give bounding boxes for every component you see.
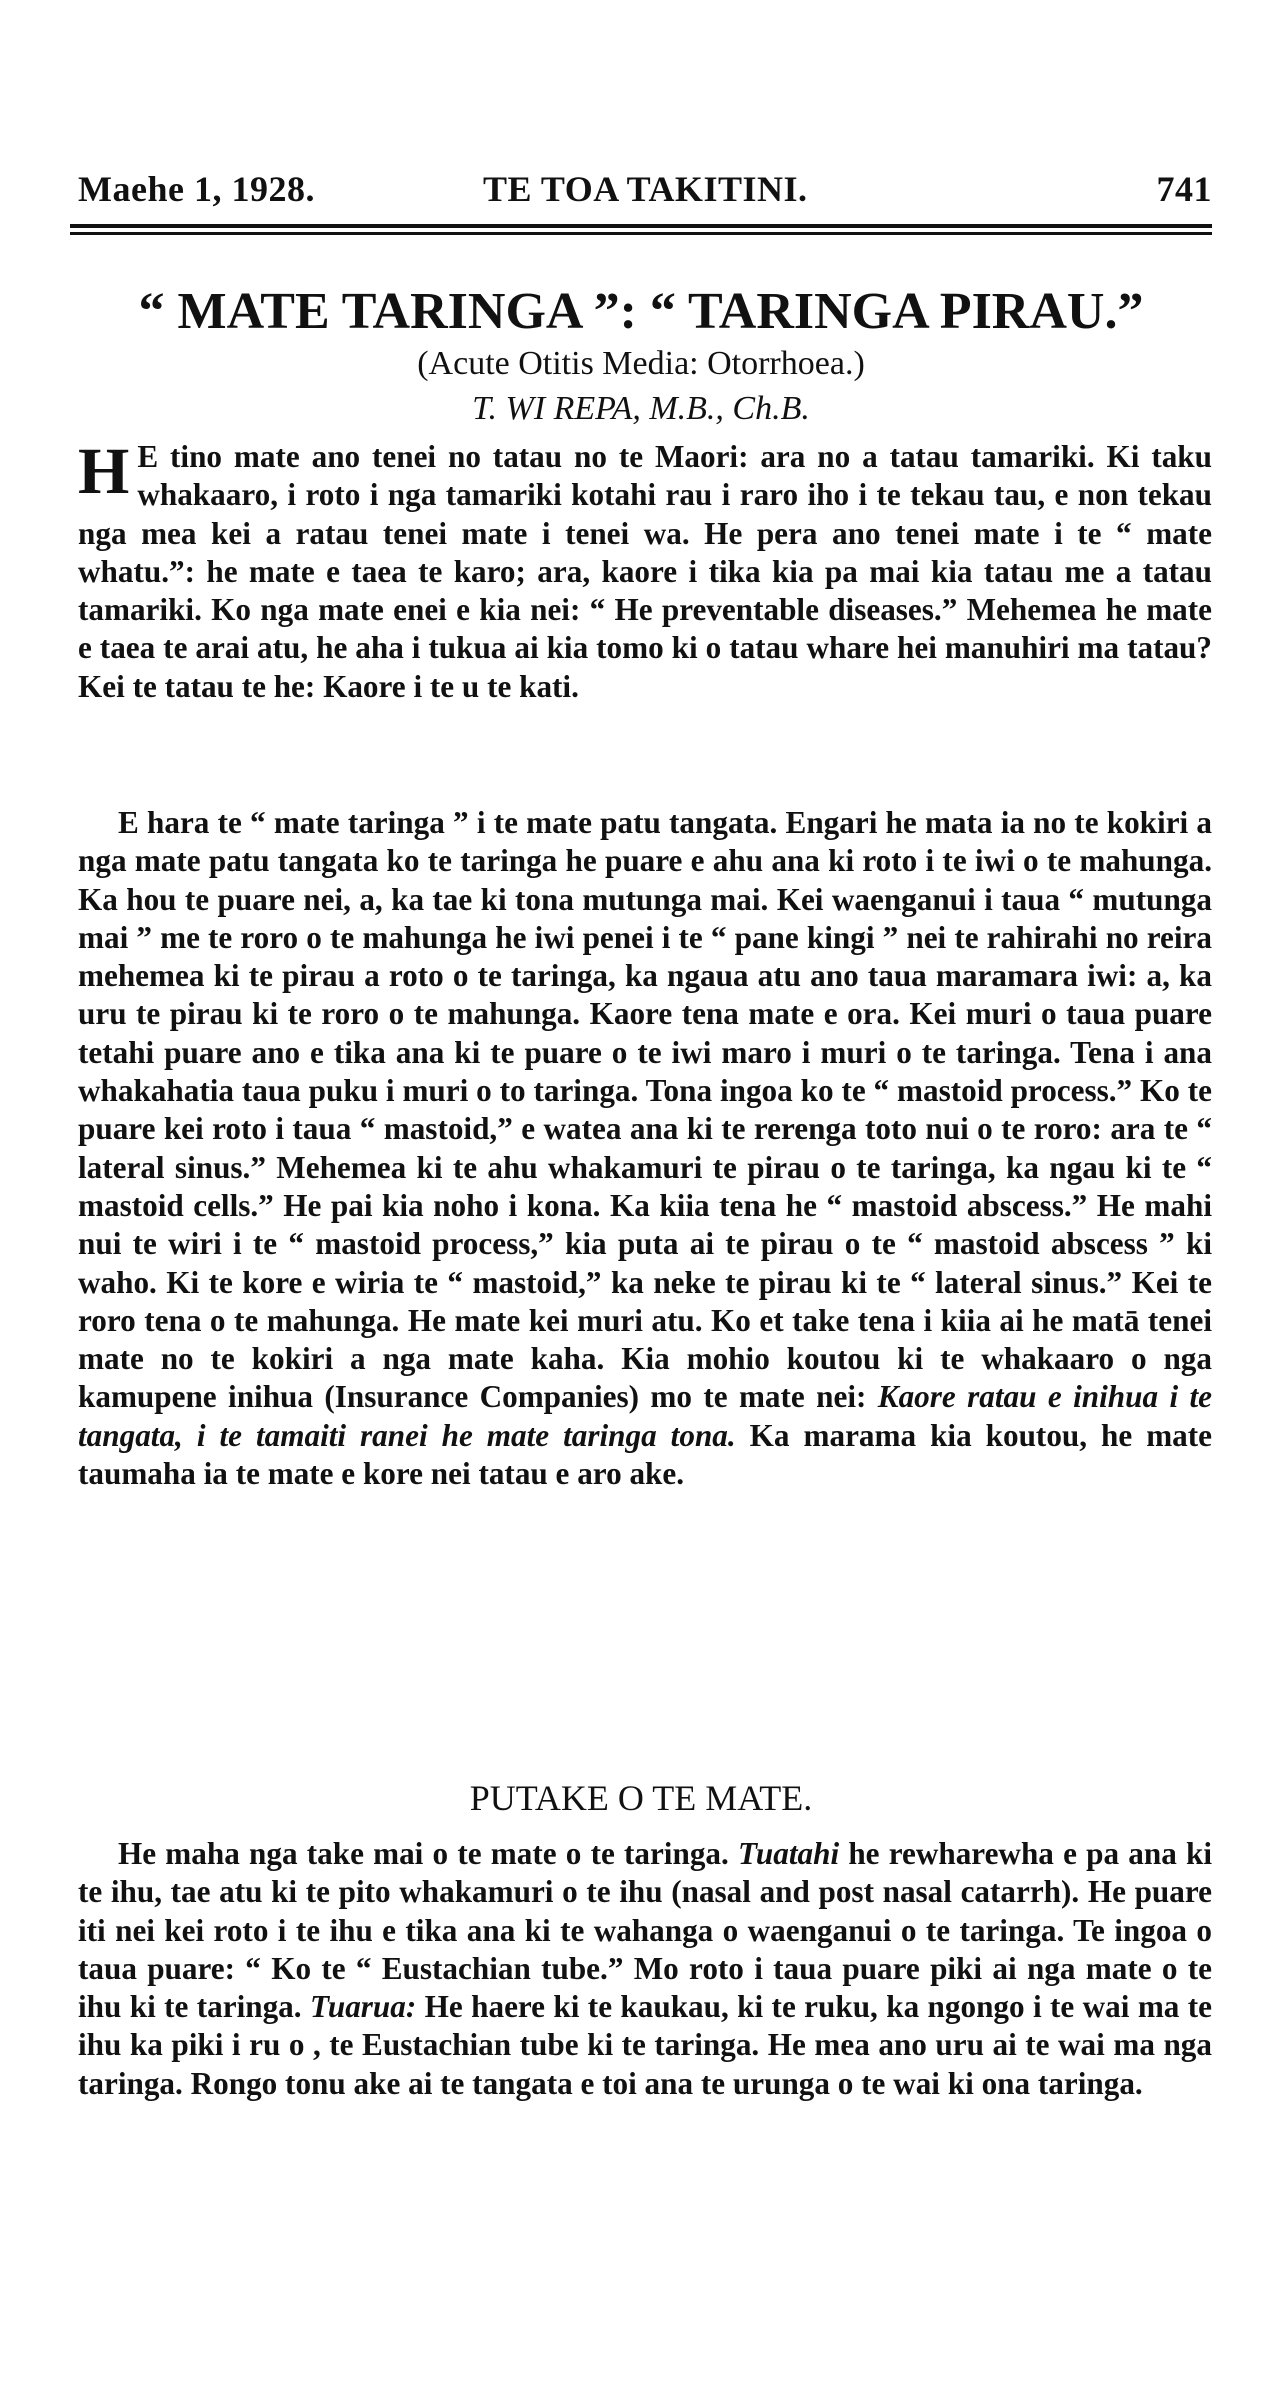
section-heading: PUTAKE O TE MATE. — [469, 1778, 813, 1818]
paragraph-3-italic-b: Tuarua: — [309, 1989, 417, 2025]
header-rule-bottom — [70, 232, 1212, 235]
paragraph-2-italic: Kaore ratau e inihua i te tangata, i te tamaiti ranei he mate taringa tona. — [78, 1379, 1212, 1453]
paragraph-2-closing: Ka marama kia koutou, he mate taumaha ia te mate e kore nei tatau e aro ake. — [78, 1417, 1213, 1492]
paragraph-1 — [78, 435, 1212, 706]
page-number: 741 — [1156, 169, 1212, 209]
paragraph-3-italic-a: Tuatahi — [738, 1836, 840, 1871]
paragraph-2-text: E hara te “ mate taringa ” i te mate patu tangata. Engari he mata ia no te kokiri a nga mate patu tangata ko te taringa he puare e ahu ana ki roto i te iwi o te mahunga. Ka hou te puare nei, a, ka tae ki tona mutunga mai. Kei waenganui i taua “ mutunga mai ” me te roro o te mahunga he iwi penei i te “ pane kingi ” nei te rahirahi no reira mehemea ki te pirau a roto o te taringa, ka ngaua atu ano taua maramara iwi: a, ka uru te pirau ki te roro o te mahunga. Kaore tena mate e ora. Kei muri o taua puare tetahi puare ano e tika ana ki te puare o te iwi maro i muri o te taringa. Tena i ana whakahatia taua puku i muri o to taringa. Tona ingoa ko te “ mastoid process.” Ko te puare kei roto i taua “ mastoid,” e watea ana ki te rerenga toto nui o te roro: ara te “ lateral sinus.” Mehemea ki te ahu whakamuri te pirau o te taringa, ka ngau ki te “ mastoid cells.” He pai kia noho i kona. Ka kiia tena he “ mastoid abscess.” He mahi nui te wiri i te “ mastoid process,” kia puta ai te pirau o te “ mastoid abscess ” ki waho. Ki te kore e wiria te “ mastoid,” ka neke te pirau ki te “ lateral sinus.” Kei te roro tena o te mahunga. He mate kei muri atu. Ko et take tena i kiia ai he matā tenei mate no te kokiri a nga mate kaha. Kia mohio koutou ki te whakaaro o nga kamupene inihua (Insurance Companies) mo te mate nei: — [78, 805, 1212, 1415]
paragraph-3-text-b: he rewharewha e pa ana ki te ihu, tae atu ki te pito whakamuri o te ihu (nasal and post nasal catarrh). He puare iti nei kei roto i te ihu e tika ana ki te wahanga o waenganui o te taringa. Te ingoa o taua puare: “ Ko te “ Eustachian tube.” Mo roto i taua puare piki ai nga mate o te ihu ki te taringa. — [78, 1836, 1213, 2025]
paragraph-3 — [78, 1835, 1212, 2103]
issue-date: Maehe 1, 1928. — [78, 169, 315, 209]
paragraph-3-text-c: He haere ki te kaukau, ki te ruku, ka ngongo i te wai ma te ihu ka piki i ru o , te Eustachian tube ki te taringa. He mea ano uru ai te wai ma nga taringa. Rongo tonu ake ai te tangata e toi ana te urunga o te wai ki ona taringa. — [78, 1989, 1213, 2101]
paragraph-1-text: E tino mate ano tenei no tatau no te Maori: ara no a tatau tamariki. Ki taku whakaaro, i roto i nga tamariki kotahi rau i raro iho i te tekau tau, e non tekau nga mea kei a ratau tenei mate i tenei wa. He pera ano tenei mate i te “ mate whatu.”: he mate e taea te karo; ara, kaore i tika kia pa mai kia tatau me a tatau tamariki. Ko nga mate enei e kia nei: “ He preventable diseases.” Mehemea he mate e taea te arai atu, he aha i tukua ai kia tomo ki o tatau whare hei manuhiri ma tatau? Kei te tatau te he: Kaore i te u te kati. — [78, 439, 1212, 704]
drop-cap: H — [78, 435, 130, 508]
running-header — [78, 168, 1212, 218]
paragraph-2 — [78, 804, 1212, 1493]
article-title: “ MATE TARINGA ”: “ TARINGA PIRAU.” — [138, 283, 1144, 340]
article-subtitle: (Acute Otitis Media: Otorrhoea.) — [417, 345, 865, 382]
header-rule-top — [70, 224, 1212, 228]
paragraph-3-text-a: He maha nga take mai o te mate o te taringa. — [118, 1836, 729, 1871]
article-author: T. WI REPA, M.B., Ch.B. — [472, 390, 810, 427]
journal-title: TE TOA TAKITINI. — [483, 169, 808, 209]
